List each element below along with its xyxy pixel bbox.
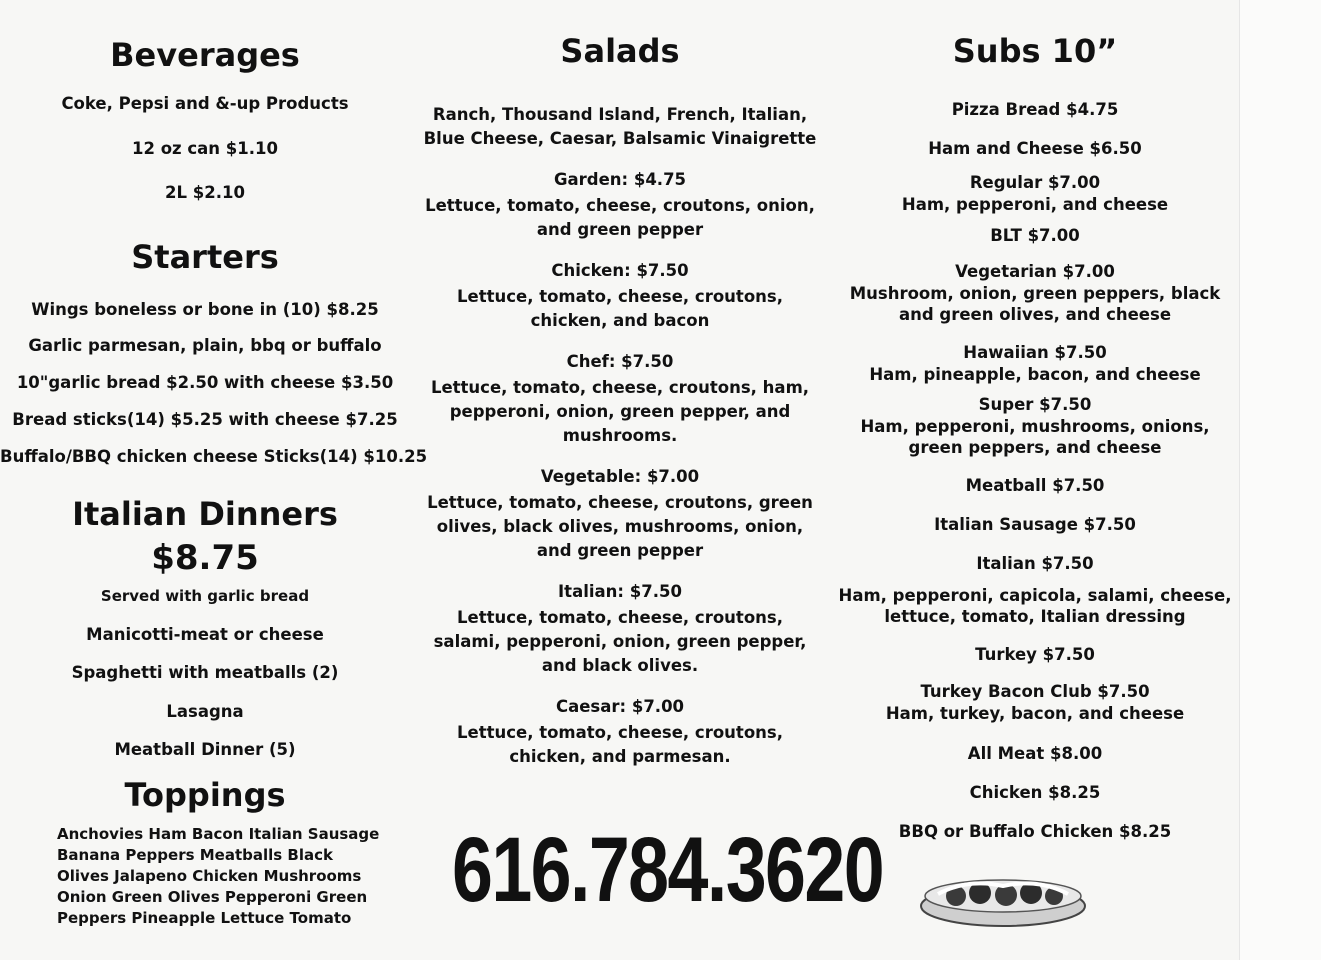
starters-heading: Starters: [131, 238, 279, 276]
salad-desc: mushrooms.: [562, 426, 678, 445]
salad-title: Caesar: $7.00: [555, 697, 685, 716]
salad-desc: chicken, and bacon: [530, 311, 710, 330]
beverage-item: 2L $2.10: [165, 183, 245, 202]
salad-desc: Lettuce, tomato, cheese, croutons, ham,: [430, 378, 810, 397]
sub-desc: Mushroom, onion, green peppers, black: [849, 284, 1221, 303]
beverage-item: Coke, Pepsi and &-up Products: [61, 94, 349, 113]
toppings-line: Olives Jalapeno Chicken Mushrooms: [57, 867, 362, 885]
salad-desc: chicken, and parmesan.: [509, 747, 731, 766]
sub-desc: Ham, pineapple, bacon, and cheese: [869, 365, 1201, 384]
dressings-line: Ranch, Thousand Island, French, Italian,: [432, 105, 808, 124]
salad-desc: Lettuce, tomato, cheese, croutons,: [457, 723, 783, 742]
italian-served-note: Served with garlic bread: [100, 587, 310, 605]
sub-title: Turkey Bacon Club $7.50: [920, 682, 1150, 701]
sub-title: Meatball $7.50: [965, 476, 1105, 495]
sub-desc: lettuce, tomato, Italian dressing: [884, 607, 1186, 626]
salad-desc: Lettuce, tomato, cheese, croutons, onion,: [425, 196, 815, 215]
italian-item: Spaghetti with meatballs (2): [71, 663, 339, 682]
sub-title: Ham and Cheese $6.50: [928, 139, 1142, 158]
subs-heading: Subs 10”: [952, 32, 1118, 70]
salad-title: Garden: $4.75: [553, 170, 687, 189]
beverage-item: 12 oz can $1.10: [132, 139, 278, 158]
sub-title: Hawaiian $7.50: [963, 343, 1107, 362]
sub-title: Italian $7.50: [976, 554, 1094, 573]
page-margin: [1239, 0, 1321, 960]
toppings-heading: Toppings: [124, 776, 286, 814]
sub-title: Italian Sausage $7.50: [934, 515, 1136, 534]
starter-item: 10"garlic bread $2.50 with cheese $3.50: [16, 373, 394, 392]
sub-desc: Ham, pepperoni, mushrooms, onions,: [860, 417, 1210, 436]
toppings-line: Anchovies Ham Bacon Italian Sausage: [57, 825, 380, 843]
starter-item: Bread sticks(14) $5.25 with cheese $7.25: [12, 410, 398, 429]
salad-desc: and green pepper: [536, 220, 704, 239]
toppings-line: Banana Peppers Meatballs Black: [57, 846, 333, 864]
italian-dinners-price: $8.75: [151, 538, 259, 578]
right-column: [830, 0, 1240, 960]
sub-sandwich-image: [918, 866, 1088, 930]
dressings-line: Blue Cheese, Caesar, Balsamic Vinaigrette: [423, 129, 817, 148]
sub-title: Vegetarian $7.00: [955, 262, 1115, 281]
sub-desc: green peppers, and cheese: [908, 438, 1162, 457]
sub-title: Super $7.50: [978, 395, 1092, 414]
italian-dinners-heading: Italian Dinners: [72, 495, 338, 533]
sub-title: Chicken $8.25: [969, 783, 1101, 802]
toppings-line: Peppers Pineapple Lettuce Tomato: [57, 909, 352, 927]
sub-desc: Ham, pepperoni, and cheese: [901, 195, 1169, 214]
sub-desc: Ham, pepperoni, capicola, salami, cheese,: [838, 586, 1232, 605]
italian-item: Meatball Dinner (5): [114, 740, 296, 759]
starter-item: Buffalo/BBQ chicken cheese Sticks(14) $10.25: [0, 447, 428, 466]
salad-desc: Lettuce, tomato, cheese, croutons,: [457, 608, 783, 627]
sub-desc: Ham, turkey, bacon, and cheese: [885, 704, 1185, 723]
phone-number: 616.784.3620: [452, 819, 884, 921]
starter-item: Wings boneless or bone in (10) $8.25: [31, 300, 379, 319]
salad-desc: and black olives.: [541, 656, 699, 675]
salads-heading: Salads: [560, 32, 680, 70]
middle-column: [410, 0, 884, 960]
left-column: [0, 0, 428, 960]
sub-title: Regular $7.00: [969, 173, 1101, 192]
italian-item: Lasagna: [166, 702, 244, 721]
salad-desc: olives, black olives, mushrooms, onion,: [436, 517, 804, 536]
toppings-line: Onion Green Olives Pepperoni Green: [57, 888, 368, 906]
italian-item: Manicotti-meat or cheese: [86, 625, 324, 644]
salad-title: Italian: $7.50: [558, 582, 682, 601]
salad-desc: Lettuce, tomato, cheese, croutons, green: [427, 493, 813, 512]
sub-title: Pizza Bread $4.75: [951, 100, 1119, 119]
sub-title: BBQ or Buffalo Chicken $8.25: [898, 822, 1172, 841]
salad-desc: pepperoni, onion, green pepper, and: [449, 402, 791, 421]
sub-title: Turkey $7.50: [975, 645, 1095, 664]
salad-desc: Lettuce, tomato, cheese, croutons,: [457, 287, 783, 306]
beverages-heading: Beverages: [110, 36, 300, 74]
salad-title: Chef: $7.50: [566, 352, 674, 371]
sub-desc: and green olives, and cheese: [898, 305, 1172, 324]
sub-title: BLT $7.00: [990, 226, 1080, 245]
salad-title: Chicken: $7.50: [551, 261, 689, 280]
salad-desc: and green pepper: [536, 541, 704, 560]
starter-item: Garlic parmesan, plain, bbq or buffalo: [28, 336, 382, 355]
salad-desc: salami, pepperoni, onion, green pepper,: [433, 632, 807, 651]
salad-title: Vegetable: $7.00: [540, 467, 700, 486]
sub-title: All Meat $8.00: [967, 744, 1103, 763]
